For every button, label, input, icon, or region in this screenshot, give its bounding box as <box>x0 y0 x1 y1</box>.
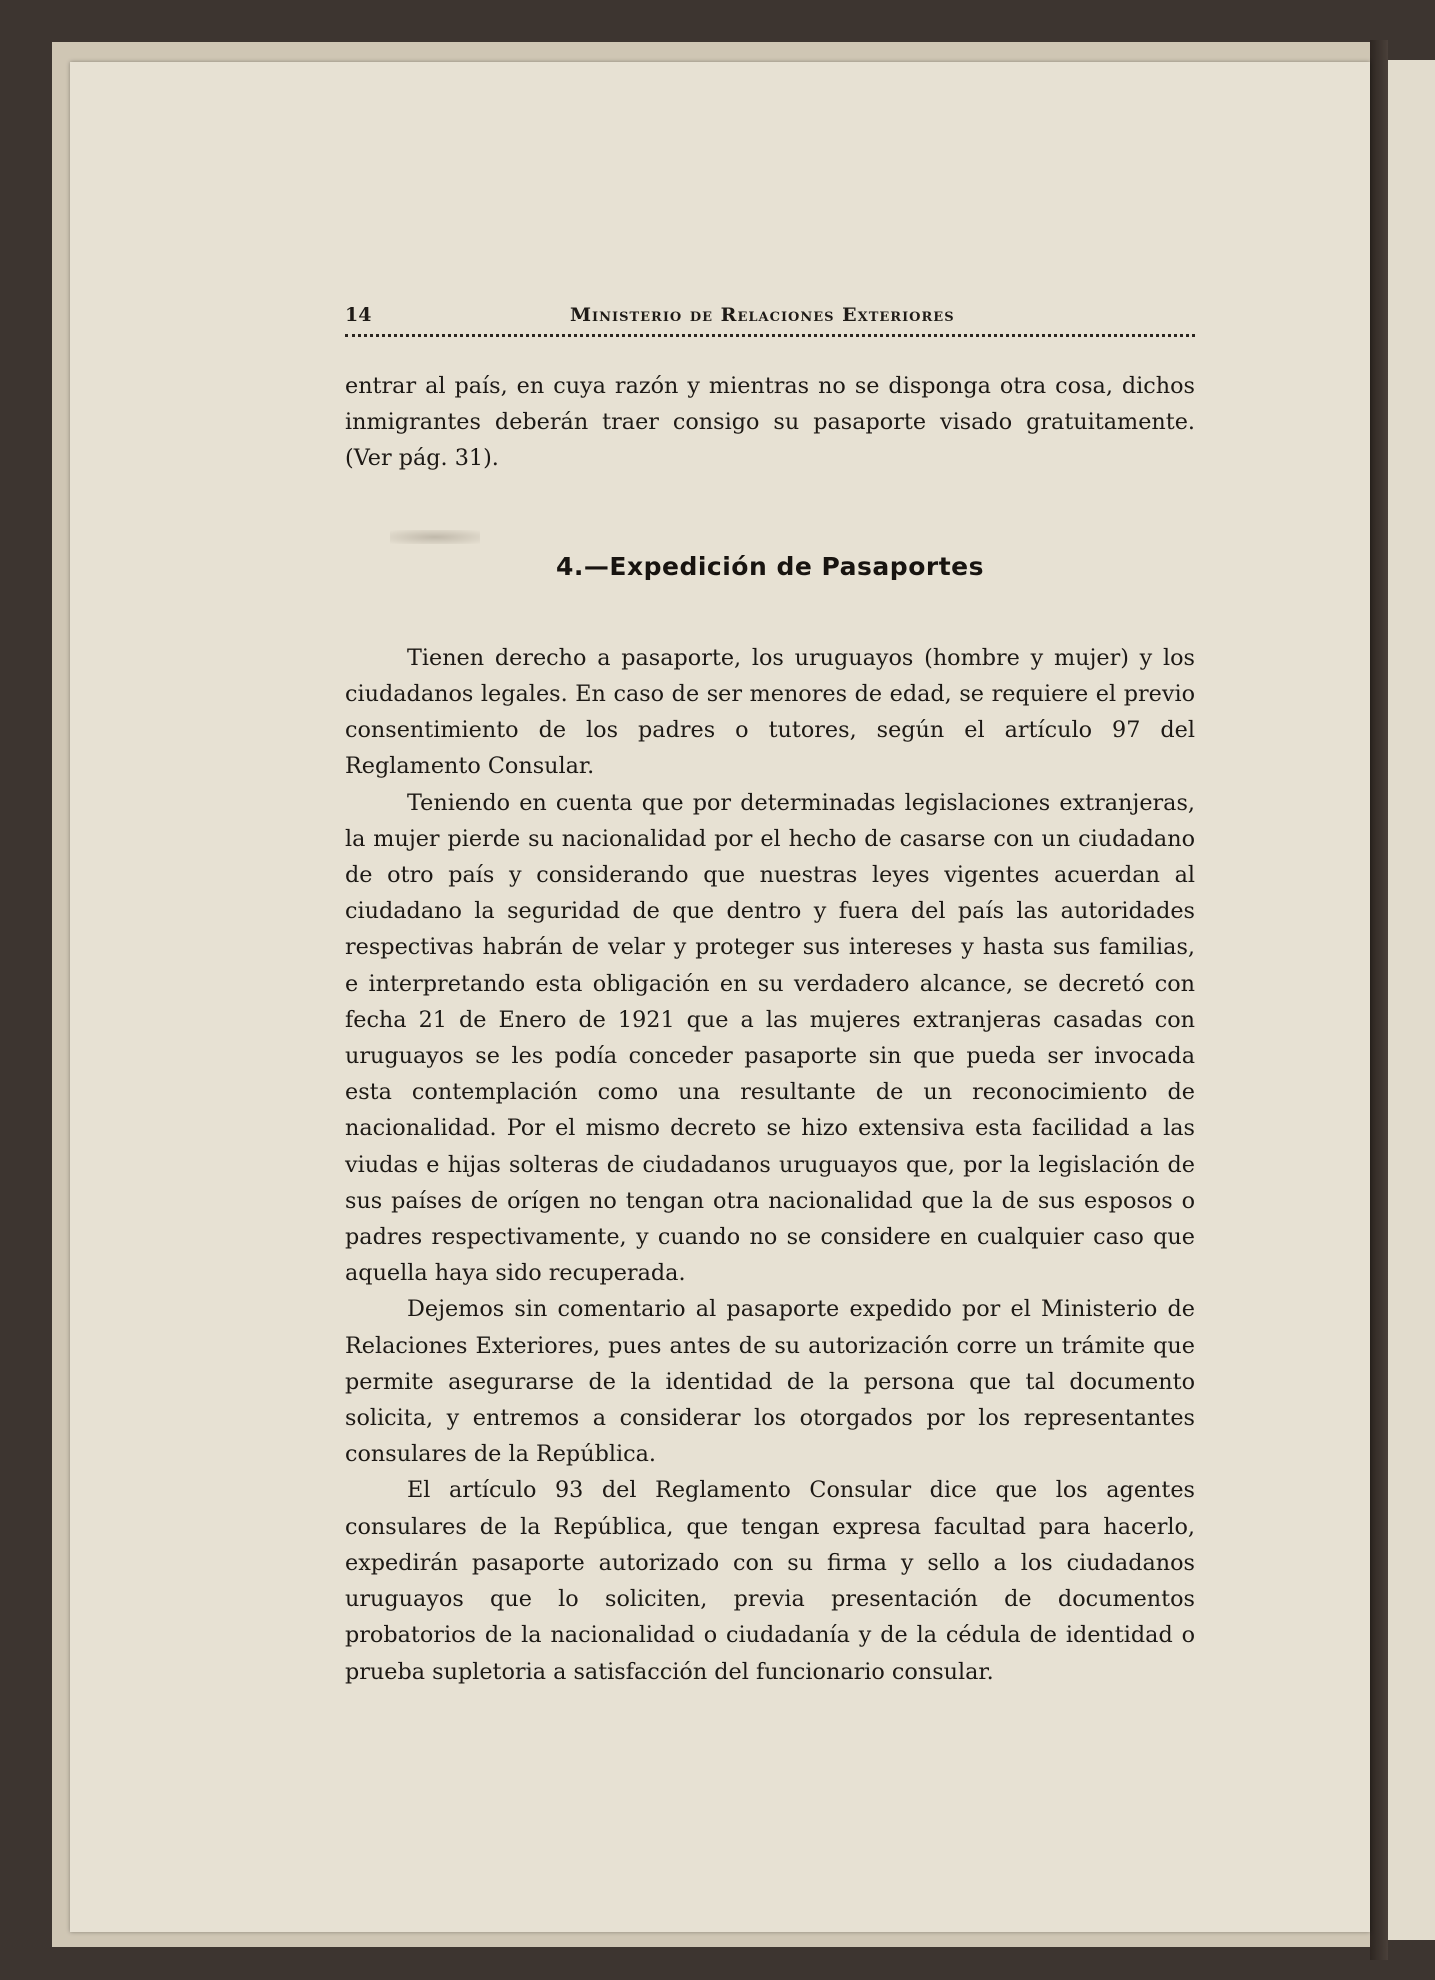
paragraph: Tienen derecho a pasaporte, los uruguayos (hombre y mujer) y los ciudadanos legales. En caso de ser menores de edad, se requiere el previo consentimiento de los padres o tutores, según el artículo 97 del Reglamento Consular. <box>345 644 1195 780</box>
paragraph: entrar al país, en cuya razón y mientras no se disponga otra cosa, dichos inmigrantes deberán traer consigo su pasaporte visado gratuitamente. (Ver pág. 31). <box>345 373 1195 472</box>
dotted-header-rule <box>345 334 1195 337</box>
page-number: 14 <box>345 304 372 326</box>
book-gutter <box>1370 40 1388 1960</box>
facing-page <box>1388 60 1435 1940</box>
page-body <box>345 368 1195 1690</box>
paragraph: El artículo 93 del Reglamento Consular dice que los agentes consulares de la República, que tengan expresa facultad para hacerlo, expedirán pasaporte autorizado con su firma y sello a los ciudadanos uruguayos que lo soliciten, previa presentación de documentos probatorios de la nacionalidad o ciudadanía y de la cédula de identidad o prueba supletoria a satisfacción del funcionario consular. <box>345 1477 1195 1685</box>
page-header <box>345 296 1195 336</box>
paragraph: Teniendo en cuenta que por determinadas legislaciones extranjeras, la mujer pierde su nacionalidad por el hecho de casarse con un ciudadano de otro país y considerando que nuestras leyes vigentes acuerdan al ciudadano la seguridad de que dentro y fuera del país las autoridades respectivas habrán de velar y proteger sus intereses y hasta sus familias, e interpretando esta obligación en su verdadero alcance, se decretó con fecha 21 de Enero de 1921 que a las mujeres extranjeras casadas con uruguayos se les podía conceder pasaporte sin que pueda ser invocada esta contemplación como una resultante de un reconocimiento de nacionalidad. Por el mismo decreto se hizo extensiva esta facilidad a las viudas e hijas solteras de ciudadanos uruguayos que, por la legislación de sus países de orígen no tengan otra nacionalidad que la de sus esposos o padres respectivamente, y cuando no se considere en cualquier caso que aquella haya sido recuperada. <box>345 789 1195 1287</box>
paragraph: Dejemos sin comentario al pasaporte expedido por el Ministerio de Relaciones Exteriores, pues antes de su autorización corre un trámite que permite asegurarse de la identidad de la persona que tal documento solicita, y entremos a considerar los otorgados por los representantes consulares de la República. <box>345 1296 1195 1468</box>
running-title: Ministerio de Relaciones Exteriores <box>570 304 955 326</box>
section-heading: 4.—Expedición de Pasaportes <box>556 551 984 581</box>
